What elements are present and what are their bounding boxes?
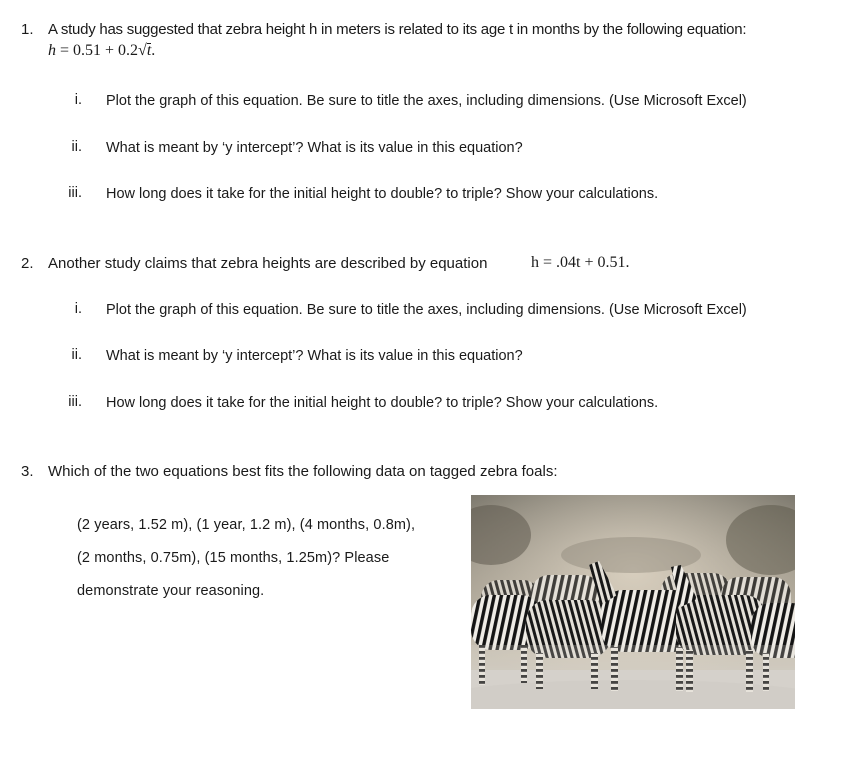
q1-text: A study has suggested that zebra height h in meters is related to its age t in months by the following equation: xyxy=(48,21,747,38)
q3-text: Which of the two equations best fits the following data on tagged zebra foals: xyxy=(48,463,558,480)
q2-number: 2. xyxy=(21,255,34,272)
q2-item-1-label: i. xyxy=(74,301,82,317)
q3-data-line-2: (2 months, 0.75m), (15 months, 1.25m)? Please xyxy=(77,550,390,566)
q3-data-line-1: (2 years, 1.52 m), (1 year, 1.2 m), (4 months, 0.8m), xyxy=(77,517,416,533)
q1-number: 1. xyxy=(21,21,34,38)
q2-item-3-label: iii. xyxy=(68,394,82,410)
q2-text: Another study claims that zebra heights are described by equation xyxy=(48,255,488,272)
q1-item-1-label: i. xyxy=(74,92,82,108)
q1-item-2-label: ii. xyxy=(71,139,82,155)
q2-equation: h = .04t + 0.51. xyxy=(531,254,630,271)
q1-item-2-text: What is meant by ‘y intercept’? What is its value in this equation? xyxy=(106,140,523,156)
q1-item-3-label: iii. xyxy=(68,185,82,201)
q1-eq-radicand: t xyxy=(146,42,152,59)
q2-item-1-text: Plot the graph of this equation. Be sure to title the axes, including dimensions. (Use Microsoft Excel) xyxy=(106,302,747,318)
q2-item-2-label: ii. xyxy=(71,347,82,363)
q1-eq-body: = 0.51 + 0.2 xyxy=(56,42,139,59)
zebra-herd-illustration xyxy=(471,495,795,709)
q1-eq-radical: √ xyxy=(138,42,147,59)
q1-item-3-text: How long does it take for the initial height to double? to triple? Show your calculations. xyxy=(106,186,659,202)
q3-number: 3. xyxy=(21,463,34,480)
q1-equation xyxy=(48,42,155,60)
q2-item-2-text: What is meant by ‘y intercept’? What is its value in this equation? xyxy=(106,348,523,364)
q2-item-3-text: How long does it take for the initial height to double? to triple? Show your calculations. xyxy=(106,395,659,411)
zebra-herd-photo xyxy=(471,495,795,709)
q3-data-line-3: demonstrate your reasoning. xyxy=(77,583,265,599)
q1-eq-end: . xyxy=(151,42,156,59)
q1-item-1-text: Plot the graph of this equation. Be sure to title the axes, including dimensions. (Use Microsoft Excel) xyxy=(106,93,747,109)
q1-eq-lhs: h xyxy=(48,42,56,59)
